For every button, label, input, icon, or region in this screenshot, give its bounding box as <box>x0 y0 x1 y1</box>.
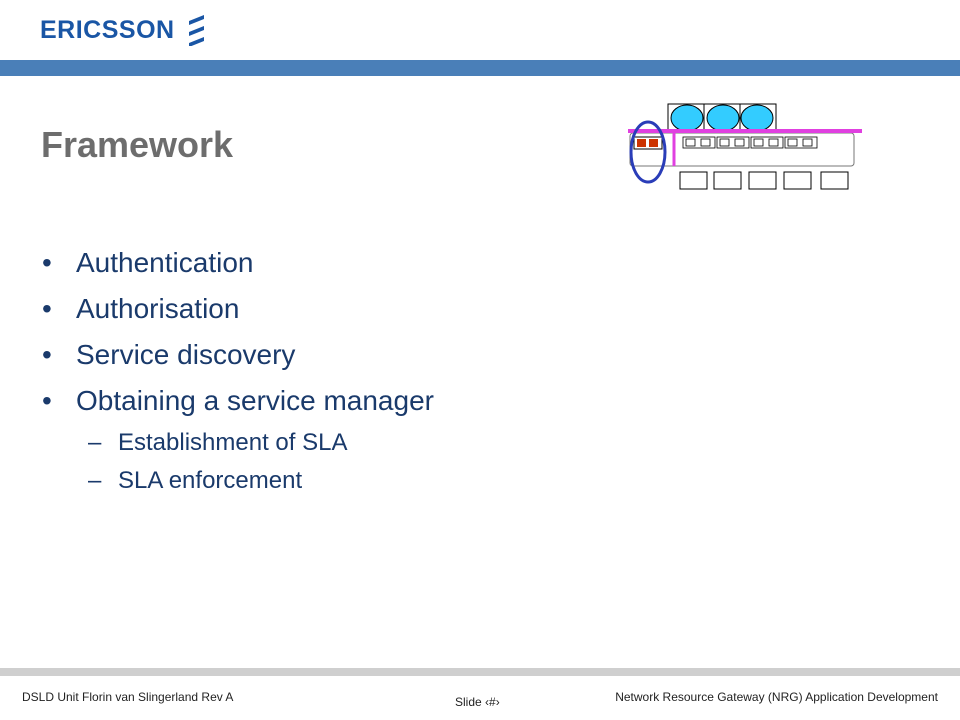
ericsson-logo-icon <box>187 14 207 46</box>
sub-bullet-glyph: – <box>88 467 102 494</box>
footer-left-text: DSLD Unit Florin van Slingerland Rev A <box>22 690 234 704</box>
sub-bullet-text: Establishment of SLA <box>118 429 348 456</box>
bullet-text: Authentication <box>76 247 254 278</box>
sub-bullet-text: SLA enforcement <box>118 467 303 494</box>
logo-text: ERICSSON <box>40 15 175 44</box>
bullet-glyph: • <box>42 293 52 324</box>
bullet-item <box>42 286 434 332</box>
bullet-item <box>42 240 434 286</box>
bullet-text: Service discovery <box>76 339 296 370</box>
sub-bullet-glyph: – <box>88 429 102 456</box>
slide-number: Slide ‹#› <box>455 695 500 709</box>
bullet-glyph: • <box>42 385 52 416</box>
bullet-glyph: • <box>42 339 52 370</box>
footer-bar <box>0 668 960 676</box>
bullet-list <box>42 240 434 500</box>
logo <box>40 14 207 46</box>
sub-bullet-item <box>42 424 434 462</box>
framework-diagram <box>620 100 865 195</box>
bullet-text: Authorisation <box>76 293 240 324</box>
header-bar <box>0 60 960 76</box>
bullet-item <box>42 332 434 378</box>
slide-title: Framework <box>41 124 234 165</box>
sub-bullet-item <box>42 462 434 500</box>
bullet-text: Obtaining a service manager <box>76 385 434 416</box>
bullet-item <box>42 378 434 424</box>
footer-right-text: Network Resource Gateway (NRG) Application Development <box>615 690 938 704</box>
bullet-glyph: • <box>42 247 52 278</box>
